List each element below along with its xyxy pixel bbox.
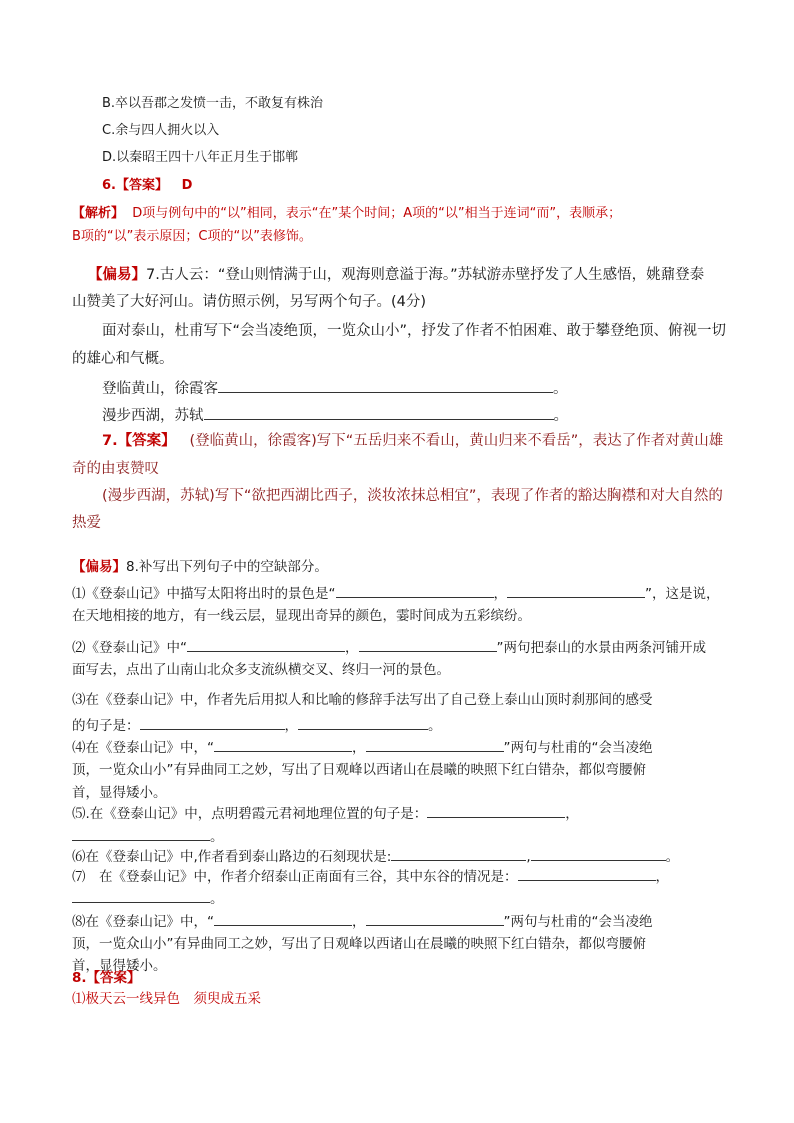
q8-item-2: [72, 637, 706, 657]
q7-prompt-1: [102, 378, 568, 398]
q8-item-8-end: 首，显得矮小。: [72, 958, 167, 974]
q8-answer-1: ⑴极天云一线异色 须臾成五采: [72, 991, 261, 1007]
item-text: 的句子是：: [72, 718, 140, 734]
fill-blank[interactable]: [391, 846, 526, 861]
item-text: ⑸.在《登泰山记》中，点明碧霞元君祠地理位置的句子是：: [72, 806, 428, 822]
item-text: ，: [565, 806, 579, 822]
fill-blank[interactable]: [187, 637, 345, 652]
q7-line-2: 山赞美了大好河山。请仿照示例，另写两个句子。(4分): [72, 294, 427, 310]
fill-blank[interactable]: [140, 715, 285, 730]
item-text: 。: [210, 891, 224, 907]
option-d: D.以秦昭王四十八年正月生于邯郸: [102, 150, 299, 165]
q8-item-7: [72, 866, 669, 886]
item-text: ⑵《登泰山记》中“: [72, 640, 187, 656]
q6-answer: [102, 177, 192, 195]
q8-item-4: [72, 737, 653, 757]
q7-example-1: 面对泰山，杜甫写下“会当凌绝顶，一览众山小”，抒发了作者不怕困难、敢于攀登绝顶、俯视一切: [102, 323, 727, 339]
option-b: B.卒以吾郡之发愤一击，不敢复有株治: [102, 96, 324, 111]
item-text: ，: [352, 740, 366, 756]
end-mark: 。: [553, 408, 568, 424]
option-c: C.余与四人拥火以入: [102, 123, 220, 138]
q7-answer-2-cont: 热爱: [72, 515, 101, 531]
q7-prompt-2: [102, 405, 568, 425]
item-text: ，: [352, 914, 366, 930]
q8-item-1: [72, 583, 720, 603]
q7-line-1: 7.古人云：“登山则情满于山，观海则意溢于海。”苏轼游赤壁抒发了人生感悟，姚鼐登泰: [146, 267, 705, 283]
item-text: 。: [665, 849, 680, 865]
item-text: ”两句与杜甫的“会当凌绝: [503, 914, 653, 930]
item-text: ，: [345, 640, 359, 656]
q8-item-8-cont: 顶，一览众山小”有异曲同工之妙，写出了日观峰以西诸山在晨曦的映照下红白错杂，都似弯腰俯: [72, 936, 646, 952]
fill-blank[interactable]: [366, 737, 504, 752]
q8-answer-label: 8.【答案】: [72, 970, 141, 986]
item-text: ⑷在《登泰山记》中，“: [72, 740, 214, 756]
fill-blank[interactable]: [366, 911, 504, 926]
fill-blank[interactable]: [427, 803, 565, 818]
answer-label: 6.【答案】: [102, 178, 168, 193]
answer-value: D: [181, 178, 193, 193]
q8-title-text: 8.补写出下列句子中的空缺部分。: [126, 559, 328, 575]
fill-blank[interactable]: [218, 378, 553, 393]
q8-item-8: [72, 911, 653, 931]
q7-question: [88, 266, 704, 284]
q7-example-2: 的雄心和气概。: [72, 351, 174, 367]
q8-item-5-cont: [72, 826, 224, 846]
q8-item-1-cont: 在天地相接的地方，有一线云层，显现出奇异的颜色，霎时间成为五彩缤纷。: [72, 608, 531, 624]
answer-label: 7.【答案】: [102, 433, 176, 449]
q8-item-3: ⑶在《登泰山记》中，作者先后用拟人和比喻的修辞手法写出了自己登上泰山山顶时刹那间的感受: [72, 692, 653, 708]
q8-item-4-end: 首，显得矮小。: [72, 785, 167, 801]
prompt-text: 漫步西湖，苏轼: [102, 408, 204, 424]
q8-item-3-cont: [72, 715, 442, 735]
fill-blank[interactable]: [72, 826, 210, 841]
q8-item-7-cont: [72, 888, 224, 908]
q7-answer-1: [102, 432, 723, 450]
analysis-text-1: D项与例句中的“以”相同，表示“在”某个时间；A项的“以”相当于连词“而”，表顺承；: [132, 206, 622, 221]
item-text: ，: [493, 586, 507, 602]
item-text: ”两句把泰山的水景由两条河铺开成: [496, 640, 706, 656]
fill-blank[interactable]: [507, 583, 645, 598]
fill-blank[interactable]: [72, 888, 210, 903]
item-text: 。: [210, 829, 224, 845]
fill-blank[interactable]: [214, 911, 352, 926]
q7-answer-1-cont: 奇的由衷赞叹: [72, 461, 159, 477]
item-text: 。: [428, 718, 442, 734]
item-text: ，: [284, 718, 298, 734]
item-text: ”，这是说，: [645, 586, 720, 602]
item-text: ⑻在《登泰山记》中，“: [72, 914, 214, 930]
q8-item-5: [72, 803, 579, 823]
fill-blank[interactable]: [531, 846, 666, 861]
prompt-text: 登临黄山，徐霞客: [102, 381, 218, 397]
q8-item-4-cont: 顶，一览众山小”有异曲同工之妙，写出了日观峰以西诸山在晨曦的映照下红白错杂，都似弯腰俯: [72, 762, 646, 778]
item-text: ⑴《登泰山记》中描写太阳将出时的景色是“: [72, 586, 336, 602]
fill-blank[interactable]: [518, 866, 656, 881]
item-text: ⑺ 在《登泰山记》中，作者介绍泰山正南面有三谷，其中东谷的情况是：: [72, 869, 518, 885]
difficulty-tag: 【偏易】: [88, 267, 146, 283]
analysis-text-2: B项的“以”表示原因；C项的“以”表修饰。: [72, 229, 312, 244]
q8-item-2-cont: 面写去，点出了山南山北众多支流纵横交叉、终归一河的景色。: [72, 662, 450, 678]
end-mark: 。: [553, 381, 568, 397]
q8-title: [72, 558, 328, 576]
item-text: ,: [526, 849, 531, 865]
fill-blank[interactable]: [359, 637, 497, 652]
q7-answer-2: (漫步西湖，苏轼)写下“欲把西湖比西子，淡妆浓抹总相宜”，表现了作者的豁达胸襟和对大自然的: [102, 488, 723, 504]
answer-text: (登临黄山，徐霞客)写下“五岳归来不看山，黄山归来不看岳”，表达了作者对黄山雄: [189, 433, 724, 449]
item-text: ”两句与杜甫的“会当凌绝: [503, 740, 653, 756]
difficulty-tag: 【偏易】: [72, 559, 126, 575]
fill-blank[interactable]: [204, 405, 554, 420]
q6-analysis: [72, 205, 621, 223]
fill-blank[interactable]: [336, 583, 494, 598]
analysis-label: 【解析】: [72, 206, 125, 221]
item-text: ⑹在《登泰山记》中,作者看到泰山路边的石刻现状是:: [72, 849, 392, 865]
fill-blank[interactable]: [214, 737, 352, 752]
item-text: ，: [655, 869, 669, 885]
fill-blank[interactable]: [298, 715, 428, 730]
q8-item-6: [72, 846, 679, 866]
